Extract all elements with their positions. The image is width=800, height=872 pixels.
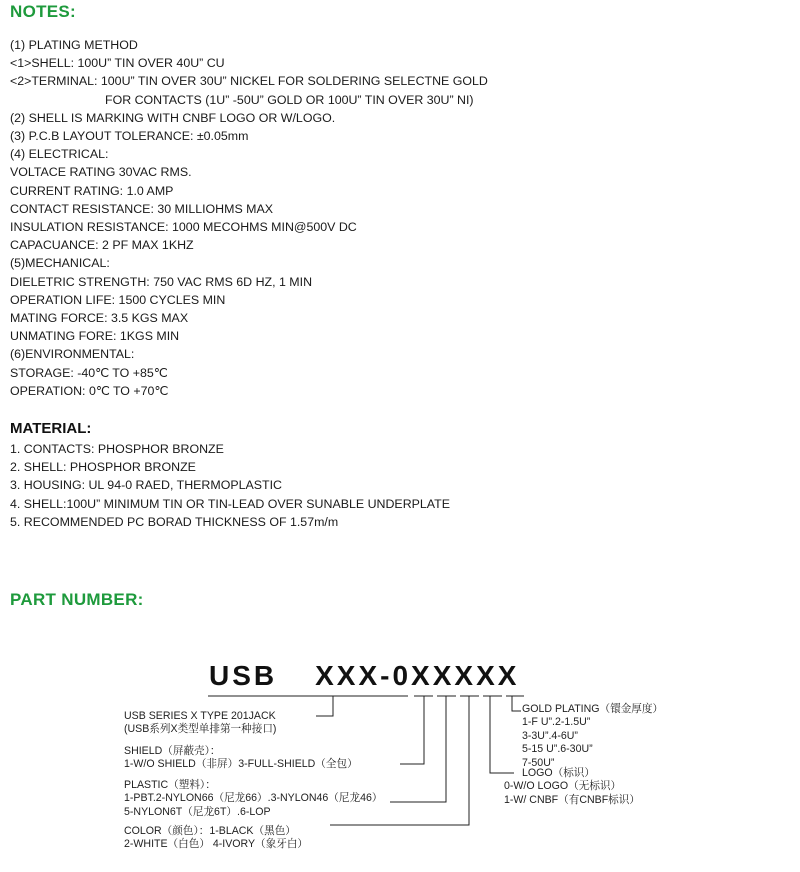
gold-option: 7-50U” bbox=[522, 756, 555, 769]
note-line: INSULATION RESISTANCE: 1000 MECOHMS MIN@500V DC bbox=[10, 220, 357, 235]
gold-block bbox=[522, 703, 663, 770]
note-line: VOLTACE RATING 30VAC RMS. bbox=[10, 165, 192, 180]
logo-option: 1-W/ CNBF（有CNBF标识） bbox=[504, 793, 640, 806]
series-label-cn: (USB系列X类型单排第一种接口) bbox=[124, 723, 277, 736]
note-line: DIELETRIC STRENGTH: 750 VAC RMS 6D HZ, 1 MIN bbox=[10, 274, 313, 289]
leader-logo bbox=[490, 696, 514, 773]
note-line: (2) SHELL IS MARKING WITH CNBF LOGO OR W/LOGO. bbox=[10, 110, 336, 125]
note-line: STORAGE: -40℃ TO +85℃ bbox=[10, 365, 168, 380]
shield-label: SHIELD（屏蔽壳）： bbox=[124, 745, 221, 757]
note-line: MATING FORCE: 3.5 KGS MAX bbox=[10, 311, 189, 326]
note-line: CAPACUANCE: 2 PF MAX 1KHZ bbox=[10, 238, 194, 253]
code-pattern: XXX-0XXXXX bbox=[315, 660, 520, 691]
note-line: (4) ELECTRICAL: bbox=[10, 147, 109, 162]
color-label: COLOR（颜色）：1-BLACK（黑色） bbox=[124, 825, 296, 837]
code-prefix: USB bbox=[209, 660, 278, 691]
note-line: (1) PLATING METHOD bbox=[10, 38, 138, 52]
material-title: MATERIAL: bbox=[10, 420, 92, 437]
note-line: UNMATING FORE: 1KGS MIN bbox=[10, 329, 180, 344]
material-line: 5. RECOMMENDED PC BORAD THICKNESS OF 1.57m/m bbox=[10, 514, 339, 529]
material-line: 1. CONTACTS: PHOSPHOR BRONZE bbox=[10, 442, 224, 456]
plastic-options: 5-NYLON6T（尼龙6T）.6-LOP bbox=[124, 805, 271, 818]
part-number-title: PART NUMBER: bbox=[10, 590, 144, 609]
note-line: <2>TERMINAL: 100U” TIN OVER 30U” NICKEL FOR SOLDERING SELECTNE GOLD bbox=[10, 74, 488, 89]
note-line: CONTACT RESISTANCE: 30 MILLIOHMS MAX bbox=[10, 201, 274, 216]
plastic-label: PLASTIC（塑料）： bbox=[124, 779, 216, 791]
logo-label: LOGO（标识） bbox=[522, 767, 595, 779]
note-line: <1>SHELL: 100U” TIN OVER 40U” CU bbox=[10, 56, 225, 71]
shield-options: 1-W/O SHIELD（非屏）3-FULL-SHIELD（全包） bbox=[124, 758, 358, 771]
gold-label: GOLD PLATING（镮金厚度） bbox=[522, 703, 664, 715]
gold-option: 5-15 U”.6-30U” bbox=[522, 743, 593, 756]
color-block bbox=[124, 825, 308, 852]
note-line: (3) P.C.B LAYOUT TOLERANCE: ±0.05mm bbox=[10, 129, 249, 144]
gold-option: 3-3U”.4-6U” bbox=[522, 729, 578, 742]
note-line: (6)ENVIRONMENTAL: bbox=[10, 347, 135, 362]
note-line: (5)MECHANICAL: bbox=[10, 256, 110, 271]
leader-shield bbox=[400, 696, 424, 764]
notes-title: NOTES: bbox=[10, 2, 77, 21]
gold-option: 1-F U”.2-1.5U” bbox=[522, 716, 591, 729]
note-line: CURRENT RATING: 1.0 AMP bbox=[10, 183, 174, 198]
logo-option: 0-W/O LOGO（无标识） bbox=[504, 780, 622, 793]
shield-block bbox=[124, 745, 358, 772]
plastic-options: 1-PBT.2-NYLON66（尼龙66）.3-NYLON46（尼龙46） bbox=[124, 792, 383, 805]
leader-series bbox=[316, 696, 333, 716]
series-label: USB SERIES X TYPE 201JACK bbox=[124, 710, 276, 722]
color-options: 2-WHITE（白色） 4-IVORY（象牙白） bbox=[124, 838, 309, 851]
logo-block bbox=[504, 767, 640, 807]
leader-plastic bbox=[390, 696, 446, 802]
note-line: OPERATION LIFE: 1500 CYCLES MIN bbox=[10, 292, 226, 307]
material-line: 2. SHELL: PHOSPHOR BRONZE bbox=[10, 460, 196, 475]
leader-gold bbox=[512, 696, 521, 711]
material-line: 4. SHELL:100U” MINIMUM TIN OR TIN-LEAD OVER SUNABLE UNDERPLATE bbox=[10, 496, 450, 511]
material-line: 3. HOUSING: UL 94-0 RAED, THERMOPLASTIC bbox=[10, 478, 282, 493]
note-line: FOR CONTACTS (1U” -50U” GOLD OR 100U” TIN OVER 30U” NI) bbox=[105, 92, 474, 107]
note-line: OPERATION: 0℃ TO +70℃ bbox=[10, 383, 169, 398]
plastic-block bbox=[124, 779, 382, 819]
series-block bbox=[124, 710, 276, 737]
